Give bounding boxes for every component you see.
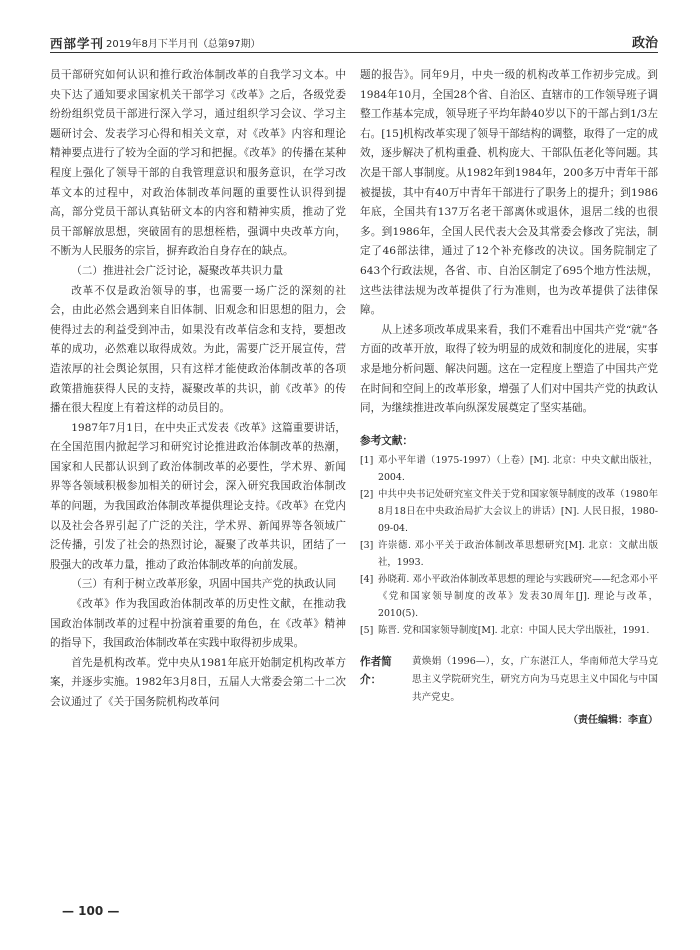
editor-credit: （责任编辑：李直） bbox=[568, 714, 658, 726]
references-title: 参考文献： bbox=[360, 434, 413, 447]
reference-item: [5] 陈晋. 党和国家领导制度[M]. 北京：中国人民大学出版社，1991. bbox=[360, 624, 650, 636]
author-label: 作者简介： bbox=[360, 655, 392, 686]
reference-item: [1] 邓小平年谱（1975-1997）（上卷）[M]. 北京：中央文献出版社，2004. bbox=[360, 454, 658, 483]
references-list bbox=[360, 452, 658, 639]
author-description: 黄焕娟（1996—），女，广东湛江人，华南师范大学马克思主义学院研究生，研究方向为马克思主义中国化与中国共产党史。 bbox=[412, 655, 658, 703]
paragraph: 题的报告》。同年9月，中央一级的机构改革工作初步完成。到1984年10月，全国28个省、自治区、直辖市的工作领导班子调整工作基本完成，领导班子平均年龄40岁以下的干部占到1/3左右。[15]机构改革实现了领导干部结构的调整，取得了一定的成效，逐步解决了机构重叠、机构庞大、干部队伍老化等问题。其次是干部人事制度。从1982年到1984年，200多万中青年干部被提拔，其中有40万中青年干部进行了职务上的提升；到1986年底，全国共有137万名老干部离休或退休，退居二线的也很多。到1986年，全国人民代表大会及其常委会修改了宪法，制定了46部法律，通过了12个补充修改的决议。国务院制定了643个行政法规，各省、市、自治区制定了695个地方性法规，这些法律法规为改革提供了行为准则，也为改革提供了法律保障。 bbox=[360, 69, 658, 317]
paragraph: 首先是机构改革。党中央从1981年底开始制定机构改革方案，并逐步实施。1982年3月8日，五届人大常委会第二十二次会议通过了《关于国务院机构改革问 bbox=[50, 656, 346, 708]
paragraph: 《改革》作为我国政治体制改革的历史性文献，在推动我国政治体制改革的过程中扮演着重要的角色，在《改革》精神的指导下，我国政治体制改革在实践中取得初步成果。 bbox=[50, 598, 346, 650]
issue-info: 2019年8月下半月刊（总第97期） bbox=[106, 39, 261, 50]
section-name: 政治 bbox=[631, 36, 658, 51]
section-heading: （三）有利于树立改革形象，巩固中国共产党的执政认同 bbox=[71, 578, 337, 591]
left-column bbox=[50, 66, 346, 713]
paragraph: 改革不仅是政治领导的事，也需要一场广泛的深刻的社会，由此必然会遇到来自旧体制、旧观念和旧思想的阻力，会使得过去的利益受到冲击，如果没有改革信念和支持，要想改革的成功，必然难以取得成效。为此，需要广泛开展宣传，营造浓厚的社会舆论氛围，只有这样才能使政治体制改革的各项政策措施获得人民的支持，凝聚改革的共识，前《改革》的传播在很大程度上有着这样的动员目的。 bbox=[50, 284, 346, 415]
right-column bbox=[360, 66, 658, 726]
paragraph: 员干部研究如何认识和推行政治体制改革的自我学习文本。中央下达了通知要求国家机关干部学习《改革》之后，各级党委纷纷组织党员干部进行深入学习，通过组织学习会议、学习主题研讨会、发表学习心得和相关文章，对《改革》内容和理论精神要点进行了较为全面的学习和把握。《改革》的传播在某种程度上强化了领导干部的自我管理意识和服务意识，在学习改革文本的过程中，对政治体制改革问题的重要性认识得到提高，部分党员干部认真钻研文本的内容和精神实质，推动了党员干部解放思想，突破固有的思想桎梏，强调中央改革方向，不断为人民服务的宗旨，摒弃政治自身存在的缺点。 bbox=[50, 69, 346, 258]
reference-item: [3] 许崇德. 邓小平关于政治体制改革思想研究[M]. 北京：文献出版社，1993. bbox=[360, 539, 658, 568]
section-heading: （二）推进社会广泛讨论，凝聚改革共识力量 bbox=[71, 264, 284, 277]
paragraph: 从上述多项改革成果来看，我们不难看出中国共产党“就”各方面的改革开放，取得了较为明显的成效和制度化的进展，实事求是地分析问题、解决问题。这在一定程度上塑造了中国共产党在时间和空间上的改革形象，增强了人们对中国共产党的执政认同，为继续推进改革向纵深发展奠定了坚实基础。 bbox=[360, 323, 658, 415]
page-number: — 100 — bbox=[62, 904, 120, 918]
page-header bbox=[50, 30, 658, 53]
paragraph: 1987年7月1日，在中央正式发表《改革》这篇重要讲话，在全国范围内掀起学习和研究讨论推进政治体制改革的热潮，国家和人民都认识到了政治体制改革的必要性，学术界、新闻界等各领域积极参加相关的研讨会，深入研究我国政治体制改革的问题，为我国政治体制改革提供理论支持。《改革》在党内以及社会各界引起了广泛的关注，学术界、新闻界等各领域广泛传播，引发了社会的热烈讨论，凝聚了改革共识，团结了一股强大的改革力量，推动了政治体制改革的向前发展。 bbox=[50, 421, 346, 571]
journal-title: 西部学刊 bbox=[50, 36, 105, 51]
reference-item: [4] 孙晓莉. 邓小平政治体制改革思想的理论与实践研究——纪念邓小平《党和国家领导制度的改革》发表30周年[J]. 理论与改革，2010(5). bbox=[360, 573, 658, 619]
author-bio bbox=[360, 653, 658, 707]
reference-item: [2] 中共中央书记处研究室文件关于党和国家领导制度的改革（1980年8月18日在中央政治局扩大会议上的讲话）[N]. 人民日报，1980-09-04. bbox=[360, 488, 658, 534]
